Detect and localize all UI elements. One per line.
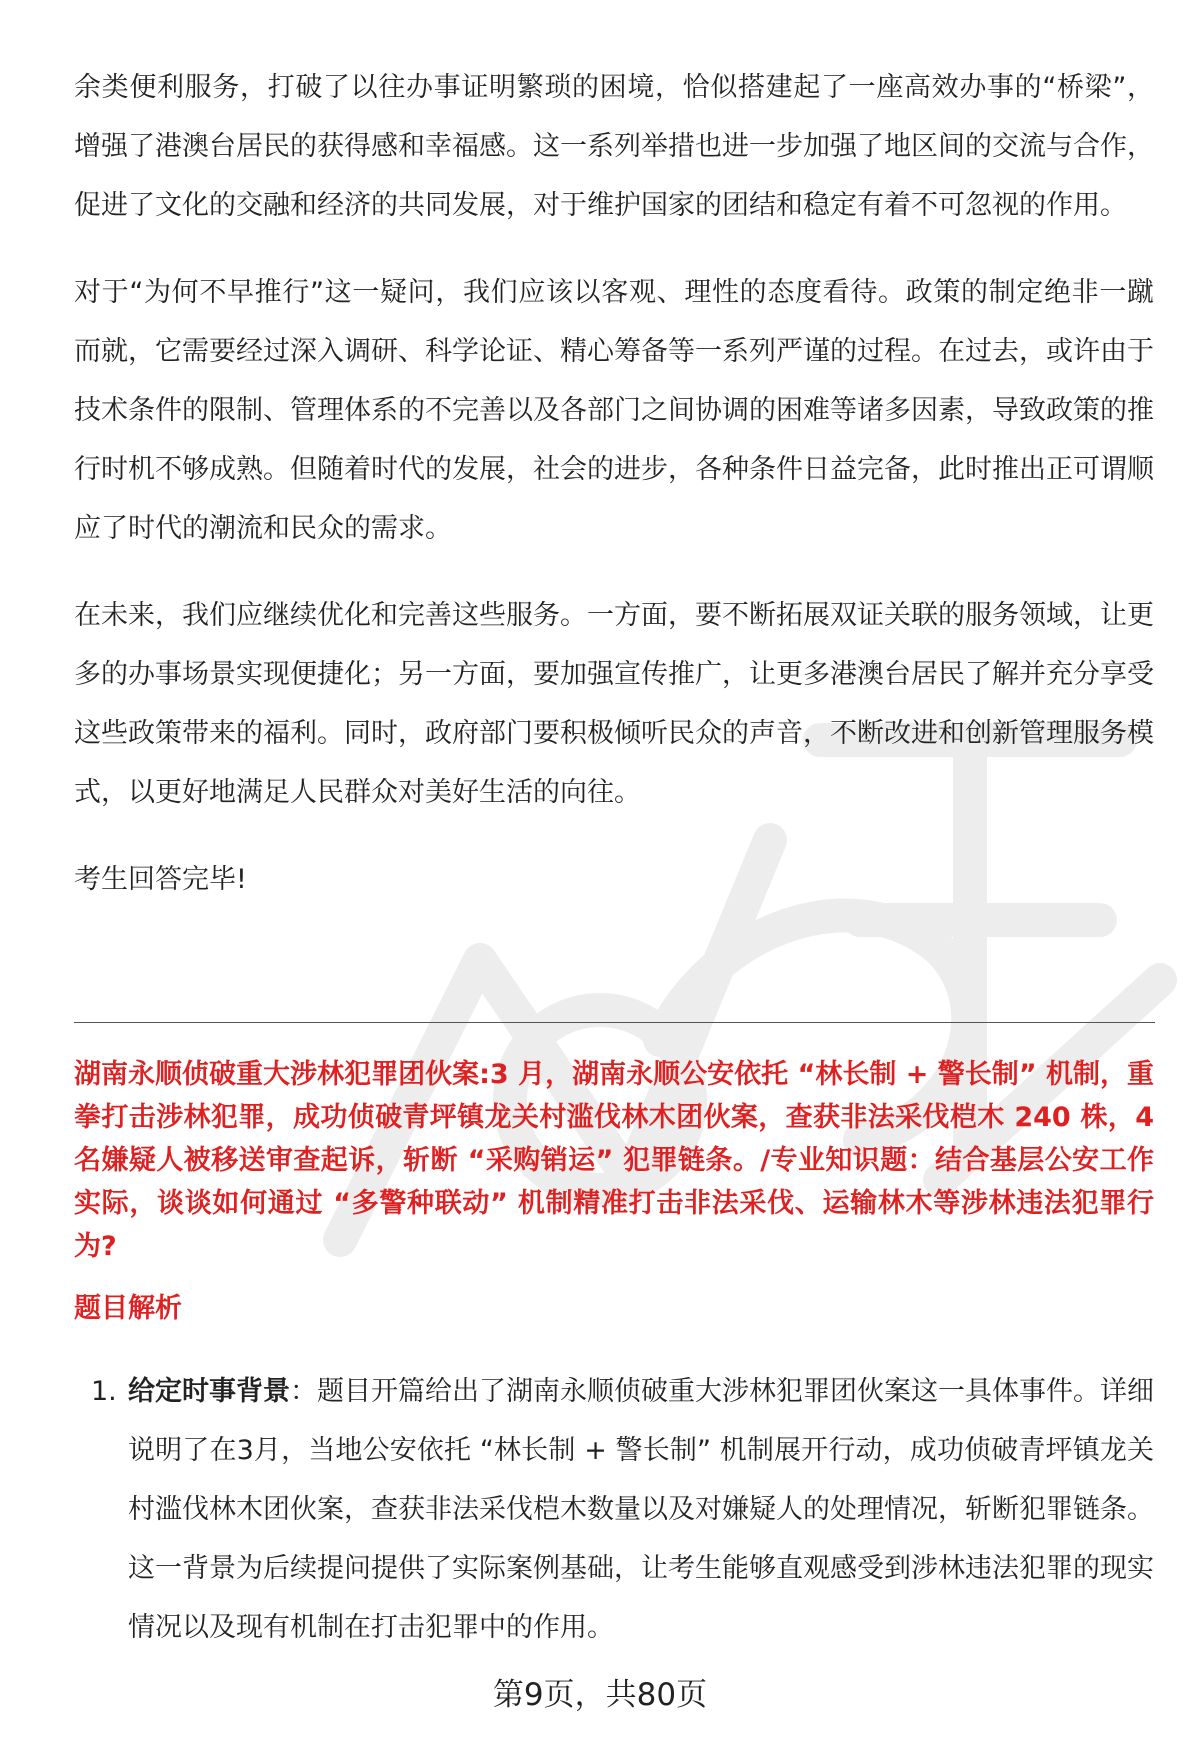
body-paragraph-2: 对于“为何不早推行”这一疑问，我们应该以客观、理性的态度看待。政策的制定绝非一蹴而就，它需要经过深入调研、科学论证、精心筹备等一系列严谨的过程。在过去，或许由于技术条件的限制、管理体系的不完善以及各部门之间协调的困难等诸多因素，导致政策的推行时机不够成熟。但随着时代的发展，社会的进步，各种条件日益完备，此时推出正可谓顺应了时代的潮流和民众的需求。 bbox=[74, 277, 1154, 544]
section-divider bbox=[74, 1022, 1155, 1023]
list-item-text: 题目开篇给出了湖南永顺侦破重大涉林犯罪团伙案这一具体事件。详细说明了在3月，当地公安依托 “林长制 + 警长制” 机制展开行动，成功侦破青坪镇龙关村滥伐林木团伙案，查获非法采伐桤木数量以及对嫌疑人的处理情况，斩断犯罪链条。这一背景为后续提问提供了实际案例基础，让考生能够直观感受到涉林违法犯罪的现实情况以及现有机制在打击犯罪中的作用。 bbox=[128, 1376, 1154, 1643]
list-item-number: 1. bbox=[91, 1376, 117, 1407]
body-paragraph-1: 余类便利服务，打破了以往办事证明繁琐的困境，恰似搭建起了一座高效办事的“桥梁”，增强了港澳台居民的获得感和幸福感。这一系列举措也进一步加强了地区间的交流与合作，促进了文化的交融和经济的共同发展，对于维护国家的团结和稳定有着不可忽视的作用。 bbox=[74, 72, 1154, 221]
body-paragraph-3: 在未来，我们应继续优化和完善这些服务。一方面，要不断拓展双证关联的服务领域，让更多的办事场景实现便捷化；另一方面，要加强宣传推广，让更多港澳台居民了解并充分享受这些政策带来的福利。同时，政府部门要积极倾听民众的声音，不断改进和创新管理服务模式，以更好地满足人民群众对美好生活的向往。 bbox=[74, 600, 1154, 808]
list-item-separator: ： bbox=[290, 1376, 317, 1407]
page-number: 第9页，共80页 bbox=[492, 1677, 708, 1713]
analysis-list bbox=[74, 1362, 1154, 1657]
closing-statement: 考生回答完毕! bbox=[74, 864, 247, 895]
list-item bbox=[74, 1362, 1154, 1657]
question-heading: 湖南永顺侦破重大涉林犯罪团伙案:3 月，湖南永顺公安依托 “林长制 + 警长制” 机制，重拳打击涉林犯罪，成功侦破青坪镇龙关村滥伐林木团伙案，查获非法采伐桤木 240 株，4 名嫌疑人被移送审查起诉，斩断 “采购销运” 犯罪链条。/专业知识题：结合基层公安工作实际，谈谈如何通过 “多警种联动” 机制精准打击非法采伐、运输林木等涉林违法犯罪行为? bbox=[74, 1059, 1154, 1262]
document-body bbox=[74, 58, 1154, 909]
section-title: 题目解析 bbox=[74, 1293, 182, 1324]
list-item-label: 给定时事背景 bbox=[128, 1376, 290, 1407]
